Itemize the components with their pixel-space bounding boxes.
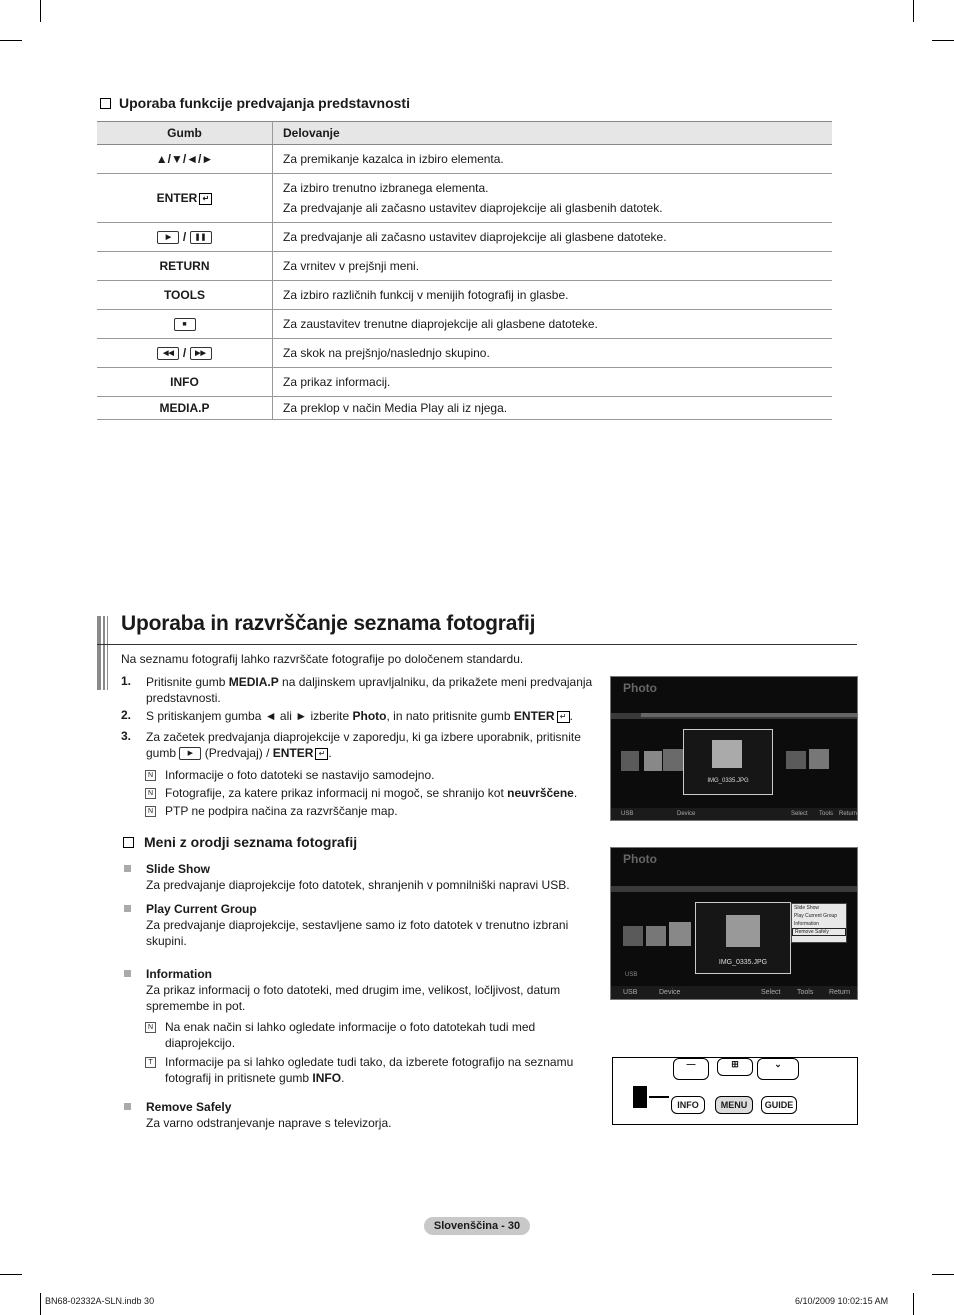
menu-item-description: Remove Safely Za varno odstranjevanje naprave s televizorja. [146,1100,392,1130]
selected-photo-frame [695,902,791,974]
tv-screenshot-photo-list [610,676,858,821]
heading-bars-decoration [97,616,111,690]
page-heading: Uporaba in razvrščanje seznama fotografij [121,612,536,635]
heading-rule [97,644,857,645]
note: T Informacije pa si lahko ogledate tudi tako, da izberete fotografijo na seznamu fotografij in pritisnete gumb INFO. [165,1054,605,1086]
note-icon: N [145,806,156,817]
button-cell: TOOLS [97,281,273,310]
crop-mark [932,1274,954,1275]
action-cell: Za izbiro trenutno izbranega elementa. Za predvajanje ali začasno ustavitev diaprojekcije ali glasbenih datotek. [273,174,833,223]
table-row [97,223,832,252]
menu-item-play-current-group[interactable]: Play Current Group [794,913,838,919]
table-row [97,252,832,281]
menu-item-slide-show[interactable]: Slide Show [794,905,820,911]
square-bullet-icon [124,865,131,872]
step-number: 3. [121,729,132,743]
step-number: 1. [121,674,132,688]
button-cell: INFO [97,368,273,397]
step-text: Pritisnite gumb MEDIA.P na daljinskem upravljalniku, da prikažete meni predvajanja predstavnosti. [146,675,593,705]
button-cell: MEDIA.P [97,397,273,420]
page-number-badge: Slovenščina - 30 [424,1217,530,1235]
tools-popup-menu [791,903,847,943]
menu-item-remove-safely[interactable]: Remove Safely [792,928,846,936]
screen-title: Photo [623,681,657,695]
button-cell [97,310,273,339]
checkbox-bullet-icon [123,837,134,848]
screen-title: Photo [623,852,657,866]
table-header-row [97,122,832,145]
info-button[interactable]: INFO [671,1096,705,1114]
enter-icon: ↵ [315,748,328,760]
fast-forward-icon: ▶▶ [190,347,212,360]
column-header-button: Gumb [97,122,273,145]
button-cell: ▶ / ❚❚ [97,223,273,252]
note-icon: N [145,1022,156,1033]
menu-item-description: Information Za prikaz informacij o foto datoteki, med drugim ime, velikost, ločljivost, datum spremembe in pot. [146,967,561,1013]
screen-status-bar: USB Device Select Tools Return [611,986,857,999]
crop-mark [932,40,954,41]
selected-photo-frame [683,729,773,795]
button-cell [97,174,273,223]
action-cell: Za zaustavitev trenutne diaprojekcije ali glasbene datoteke. [273,310,833,339]
subsection-title-tools-menu: Meni z orodji seznama fotografij [123,834,357,850]
action-cell: Za prikaz informacij. [273,368,833,397]
table-row [97,339,832,368]
rewind-icon: ◀◀ [157,347,179,360]
table-row [97,397,832,420]
table-row [97,310,832,339]
column-header-action: Delovanje [273,122,833,145]
section-title-media-play [100,95,410,111]
menu-button[interactable]: MENU [715,1096,753,1114]
menu-item-information[interactable]: Information [794,921,820,927]
table-row [97,281,832,310]
footer-date-label: 6/10/2009 10:02:15 AM [795,1296,889,1306]
remote-control-illustration [612,1057,858,1125]
tv-screenshot-tools-menu [610,847,858,1000]
down-button[interactable]: ⌄ [757,1058,799,1080]
step-number: 2. [121,708,132,722]
button-function-table [97,121,832,420]
stop-icon: ■ [174,318,196,331]
crop-mark [913,1293,914,1315]
button-cell: ▲/▼/◄/► [97,145,273,174]
square-bullet-icon [124,1103,131,1110]
crop-mark [913,0,914,22]
enter-label: ENTER [156,191,198,205]
action-cell: Za premikanje kazalca in izbiro elementa. [273,145,833,174]
pointer-arrow-icon [633,1086,647,1108]
play-icon: ▶ [179,747,201,760]
square-bullet-icon [124,970,131,977]
filename-label: IMG_0335.JPG [707,778,749,784]
filename-label: IMG_0335.JPG [718,959,768,966]
checkbox-bullet-icon [100,98,111,109]
button-cell: ◀◀ / ▶▶ [97,339,273,368]
screen-status-bar: USB Device Select Tools Return [611,808,857,820]
note: N Informacije o foto datoteki se nastavijo samodejno. [165,767,434,783]
action-cell: Za preklop v način Media Play ali iz njega. [273,397,833,420]
enter-icon: ↵ [557,711,570,723]
button-cell: RETURN [97,252,273,281]
note-icon: N [145,788,156,799]
tip-icon: T [145,1057,156,1068]
source-button[interactable]: ⊞ [717,1058,753,1076]
step-text: S pritiskanjem gumba ◄ ali ► izberite Photo, in nato pritisnite gumb ENTER ↵ . [146,709,573,723]
pause-icon: ❚❚ [190,231,212,244]
table-row [97,368,832,397]
step-text: Za začetek predvajanja diaprojekcije v zaporedju, ki ga izbere uporabnik, pritisnite gumb ▶ (Predvajaj) / ENTER ↵ . [146,730,581,760]
table-row [97,174,832,223]
intro-text: Na seznamu fotografij lahko razvrščate fotografije po določenem standardu. [121,652,524,666]
enter-icon: ↵ [199,193,212,205]
table-row [97,145,832,174]
note: N Fotografije, za katere prikaz informacij ni mogoč, se shranijo kot neuvrščene. [165,785,577,801]
menu-item-description: Play Current Group Za predvajanje diaprojekcije, sestavljene samo iz foto datotek v trenutno izbrani skupini. [146,902,569,948]
guide-button[interactable]: GUIDE [761,1096,797,1114]
action-cell: Za skok na prejšnjo/naslednjo skupino. [273,339,833,368]
action-cell: Za predvajanje ali začasno ustavitev diaprojekcije ali glasbene datoteke. [273,223,833,252]
crop-mark [40,1293,41,1315]
note: N PTP ne podpira načina za razvrščanje map. [165,803,398,819]
crop-mark [0,40,22,41]
square-bullet-icon [124,905,131,912]
crop-mark [0,1274,22,1275]
crop-mark [40,0,41,22]
footer-file-label: BN68-02332A-SLN.indb 30 [45,1296,155,1306]
play-icon: ▶ [157,231,179,244]
channel-button[interactable]: — [673,1058,709,1080]
section-title-text: Uporaba funkcije predvajanja predstavnosti [119,95,410,111]
note-icon: N [145,770,156,781]
usb-label: USB [625,972,638,978]
note: N Na enak način si lahko ogledate informacije o foto datotekah tudi med diaprojekcijo. [165,1019,605,1051]
menu-item-description: Slide Show Za predvajanje diaprojekcije foto datotek, shranjenih v pomnilniški napravi USB. [146,862,570,892]
action-cell: Za vrnitev v prejšnji meni. [273,252,833,281]
action-cell: Za izbiro različnih funkcij v menijih fotografij in glasbe. [273,281,833,310]
